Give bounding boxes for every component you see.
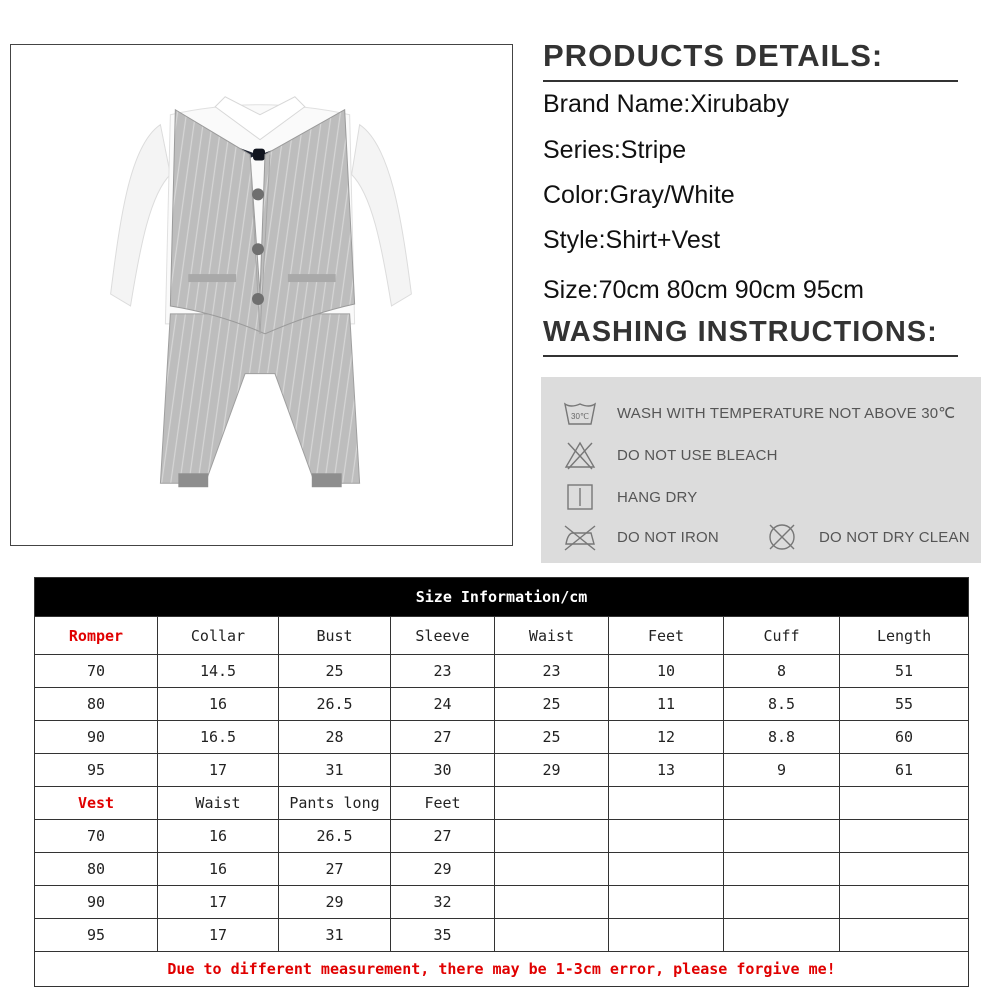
column-header: Feet bbox=[609, 617, 724, 655]
table-row bbox=[35, 688, 969, 721]
table-cell: 32 bbox=[391, 886, 495, 919]
table-cell: 27 bbox=[391, 820, 495, 853]
table-cell: 80 bbox=[35, 688, 158, 721]
empty-cell bbox=[724, 886, 840, 919]
table-cell: 25 bbox=[495, 721, 609, 754]
table-cell: 16 bbox=[158, 820, 279, 853]
table-cell: 61 bbox=[840, 754, 969, 787]
table-cell: 17 bbox=[158, 754, 279, 787]
table-cell: 27 bbox=[391, 721, 495, 754]
table-cell: 9 bbox=[724, 754, 840, 787]
detail-size: Size:70cm 80cm 90cm 95cm bbox=[543, 276, 864, 304]
table-cell: 14.5 bbox=[158, 655, 279, 688]
detail-style: Style:Shirt+Vest bbox=[543, 226, 721, 254]
table-cell: 60 bbox=[840, 721, 969, 754]
size-table-title-row bbox=[35, 578, 969, 617]
vest-header-row bbox=[35, 787, 969, 820]
wash-item-text: DO NOT DRY CLEAN bbox=[819, 528, 970, 546]
table-row bbox=[35, 655, 969, 688]
table-row bbox=[35, 721, 969, 754]
table-cell: 27 bbox=[279, 853, 391, 886]
empty-cell bbox=[609, 787, 724, 820]
empty-cell bbox=[609, 820, 724, 853]
romper-header-row bbox=[35, 617, 969, 655]
table-cell: 16.5 bbox=[158, 721, 279, 754]
table-cell: 8 bbox=[724, 655, 840, 688]
empty-cell bbox=[840, 787, 969, 820]
table-cell: 95 bbox=[35, 919, 158, 952]
product-photo bbox=[10, 44, 513, 546]
size-table bbox=[34, 577, 969, 987]
column-header: Bust bbox=[279, 617, 391, 655]
table-cell: 80 bbox=[35, 853, 158, 886]
wash-item bbox=[563, 522, 719, 552]
column-header: Waist bbox=[158, 787, 279, 820]
column-header: Pants long bbox=[279, 787, 391, 820]
empty-cell bbox=[495, 787, 609, 820]
detail-color: Color:Gray/White bbox=[543, 181, 735, 209]
wash-item bbox=[765, 522, 970, 552]
empty-cell bbox=[495, 919, 609, 952]
table-cell: 25 bbox=[279, 655, 391, 688]
table-cell: 25 bbox=[495, 688, 609, 721]
no-iron-icon bbox=[563, 522, 597, 552]
empty-cell bbox=[840, 919, 969, 952]
empty-cell bbox=[840, 886, 969, 919]
table-cell: 17 bbox=[158, 919, 279, 952]
table-cell: 10 bbox=[609, 655, 724, 688]
wash-item-text: DO NOT USE BLEACH bbox=[617, 446, 778, 464]
empty-cell bbox=[840, 820, 969, 853]
table-cell: 29 bbox=[495, 754, 609, 787]
empty-cell bbox=[495, 886, 609, 919]
vest-label: Vest bbox=[35, 787, 158, 820]
romper-label: Romper bbox=[35, 617, 158, 655]
wash-item bbox=[563, 440, 778, 470]
empty-cell bbox=[609, 853, 724, 886]
washing-instructions-heading: WASHING INSTRUCTIONS: bbox=[543, 316, 958, 357]
column-header: Cuff bbox=[724, 617, 840, 655]
empty-cell bbox=[495, 820, 609, 853]
table-cell: 90 bbox=[35, 886, 158, 919]
empty-cell bbox=[724, 787, 840, 820]
note-row bbox=[35, 952, 969, 987]
table-cell: 17 bbox=[158, 886, 279, 919]
table-cell: 16 bbox=[158, 853, 279, 886]
table-cell: 30 bbox=[391, 754, 495, 787]
table-row bbox=[35, 919, 969, 952]
column-header: Length bbox=[840, 617, 969, 655]
empty-cell bbox=[840, 853, 969, 886]
table-cell: 90 bbox=[35, 721, 158, 754]
table-cell: 28 bbox=[279, 721, 391, 754]
detail-series: Series:Stripe bbox=[543, 136, 687, 164]
wash-item-text: DO NOT IRON bbox=[617, 528, 719, 546]
table-cell: 95 bbox=[35, 754, 158, 787]
table-cell: 70 bbox=[35, 655, 158, 688]
column-header: Waist bbox=[495, 617, 609, 655]
wash-30-icon bbox=[563, 398, 597, 428]
table-cell: 51 bbox=[840, 655, 969, 688]
table-cell: 12 bbox=[609, 721, 724, 754]
table-cell: 8.5 bbox=[724, 688, 840, 721]
table-cell: 13 bbox=[609, 754, 724, 787]
table-cell: 11 bbox=[609, 688, 724, 721]
table-row bbox=[35, 853, 969, 886]
table-cell: 16 bbox=[158, 688, 279, 721]
wash-temp-label: 30℃ bbox=[571, 412, 589, 421]
empty-cell bbox=[724, 820, 840, 853]
column-header: Sleeve bbox=[391, 617, 495, 655]
no-bleach-icon bbox=[563, 440, 597, 470]
no-dry-clean-icon bbox=[765, 522, 799, 552]
table-cell: 35 bbox=[391, 919, 495, 952]
products-details-heading: PRODUCTS DETAILS: bbox=[543, 38, 958, 82]
size-table-title: Size Information/cm bbox=[35, 578, 969, 617]
empty-cell bbox=[724, 919, 840, 952]
table-cell: 29 bbox=[391, 853, 495, 886]
table-cell: 29 bbox=[279, 886, 391, 919]
table-row bbox=[35, 886, 969, 919]
measurement-note: Due to different measurement, there may be 1-3cm error, please forgive me! bbox=[35, 952, 969, 987]
table-row bbox=[35, 754, 969, 787]
table-cell: 26.5 bbox=[279, 820, 391, 853]
hang-dry-icon bbox=[563, 482, 597, 512]
wash-item-text: WASH WITH TEMPERATURE NOT ABOVE 30℃ bbox=[617, 405, 956, 422]
table-cell: 23 bbox=[391, 655, 495, 688]
empty-cell bbox=[609, 886, 724, 919]
table-cell: 24 bbox=[391, 688, 495, 721]
table-cell: 31 bbox=[279, 754, 391, 787]
empty-cell bbox=[609, 919, 724, 952]
table-cell: 55 bbox=[840, 688, 969, 721]
empty-cell bbox=[495, 853, 609, 886]
table-row bbox=[35, 820, 969, 853]
wash-item-text: HANG DRY bbox=[617, 488, 698, 506]
table-cell: 23 bbox=[495, 655, 609, 688]
table-cell: 70 bbox=[35, 820, 158, 853]
table-cell: 26.5 bbox=[279, 688, 391, 721]
detail-brand: Brand Name:Xirubaby bbox=[543, 90, 789, 118]
empty-cell bbox=[724, 853, 840, 886]
column-header: Collar bbox=[158, 617, 279, 655]
table-cell: 31 bbox=[279, 919, 391, 952]
washing-panel bbox=[541, 377, 981, 563]
wash-item bbox=[563, 482, 698, 512]
table-cell: 8.8 bbox=[724, 721, 840, 754]
wash-item bbox=[563, 398, 955, 428]
column-header: Feet bbox=[391, 787, 495, 820]
